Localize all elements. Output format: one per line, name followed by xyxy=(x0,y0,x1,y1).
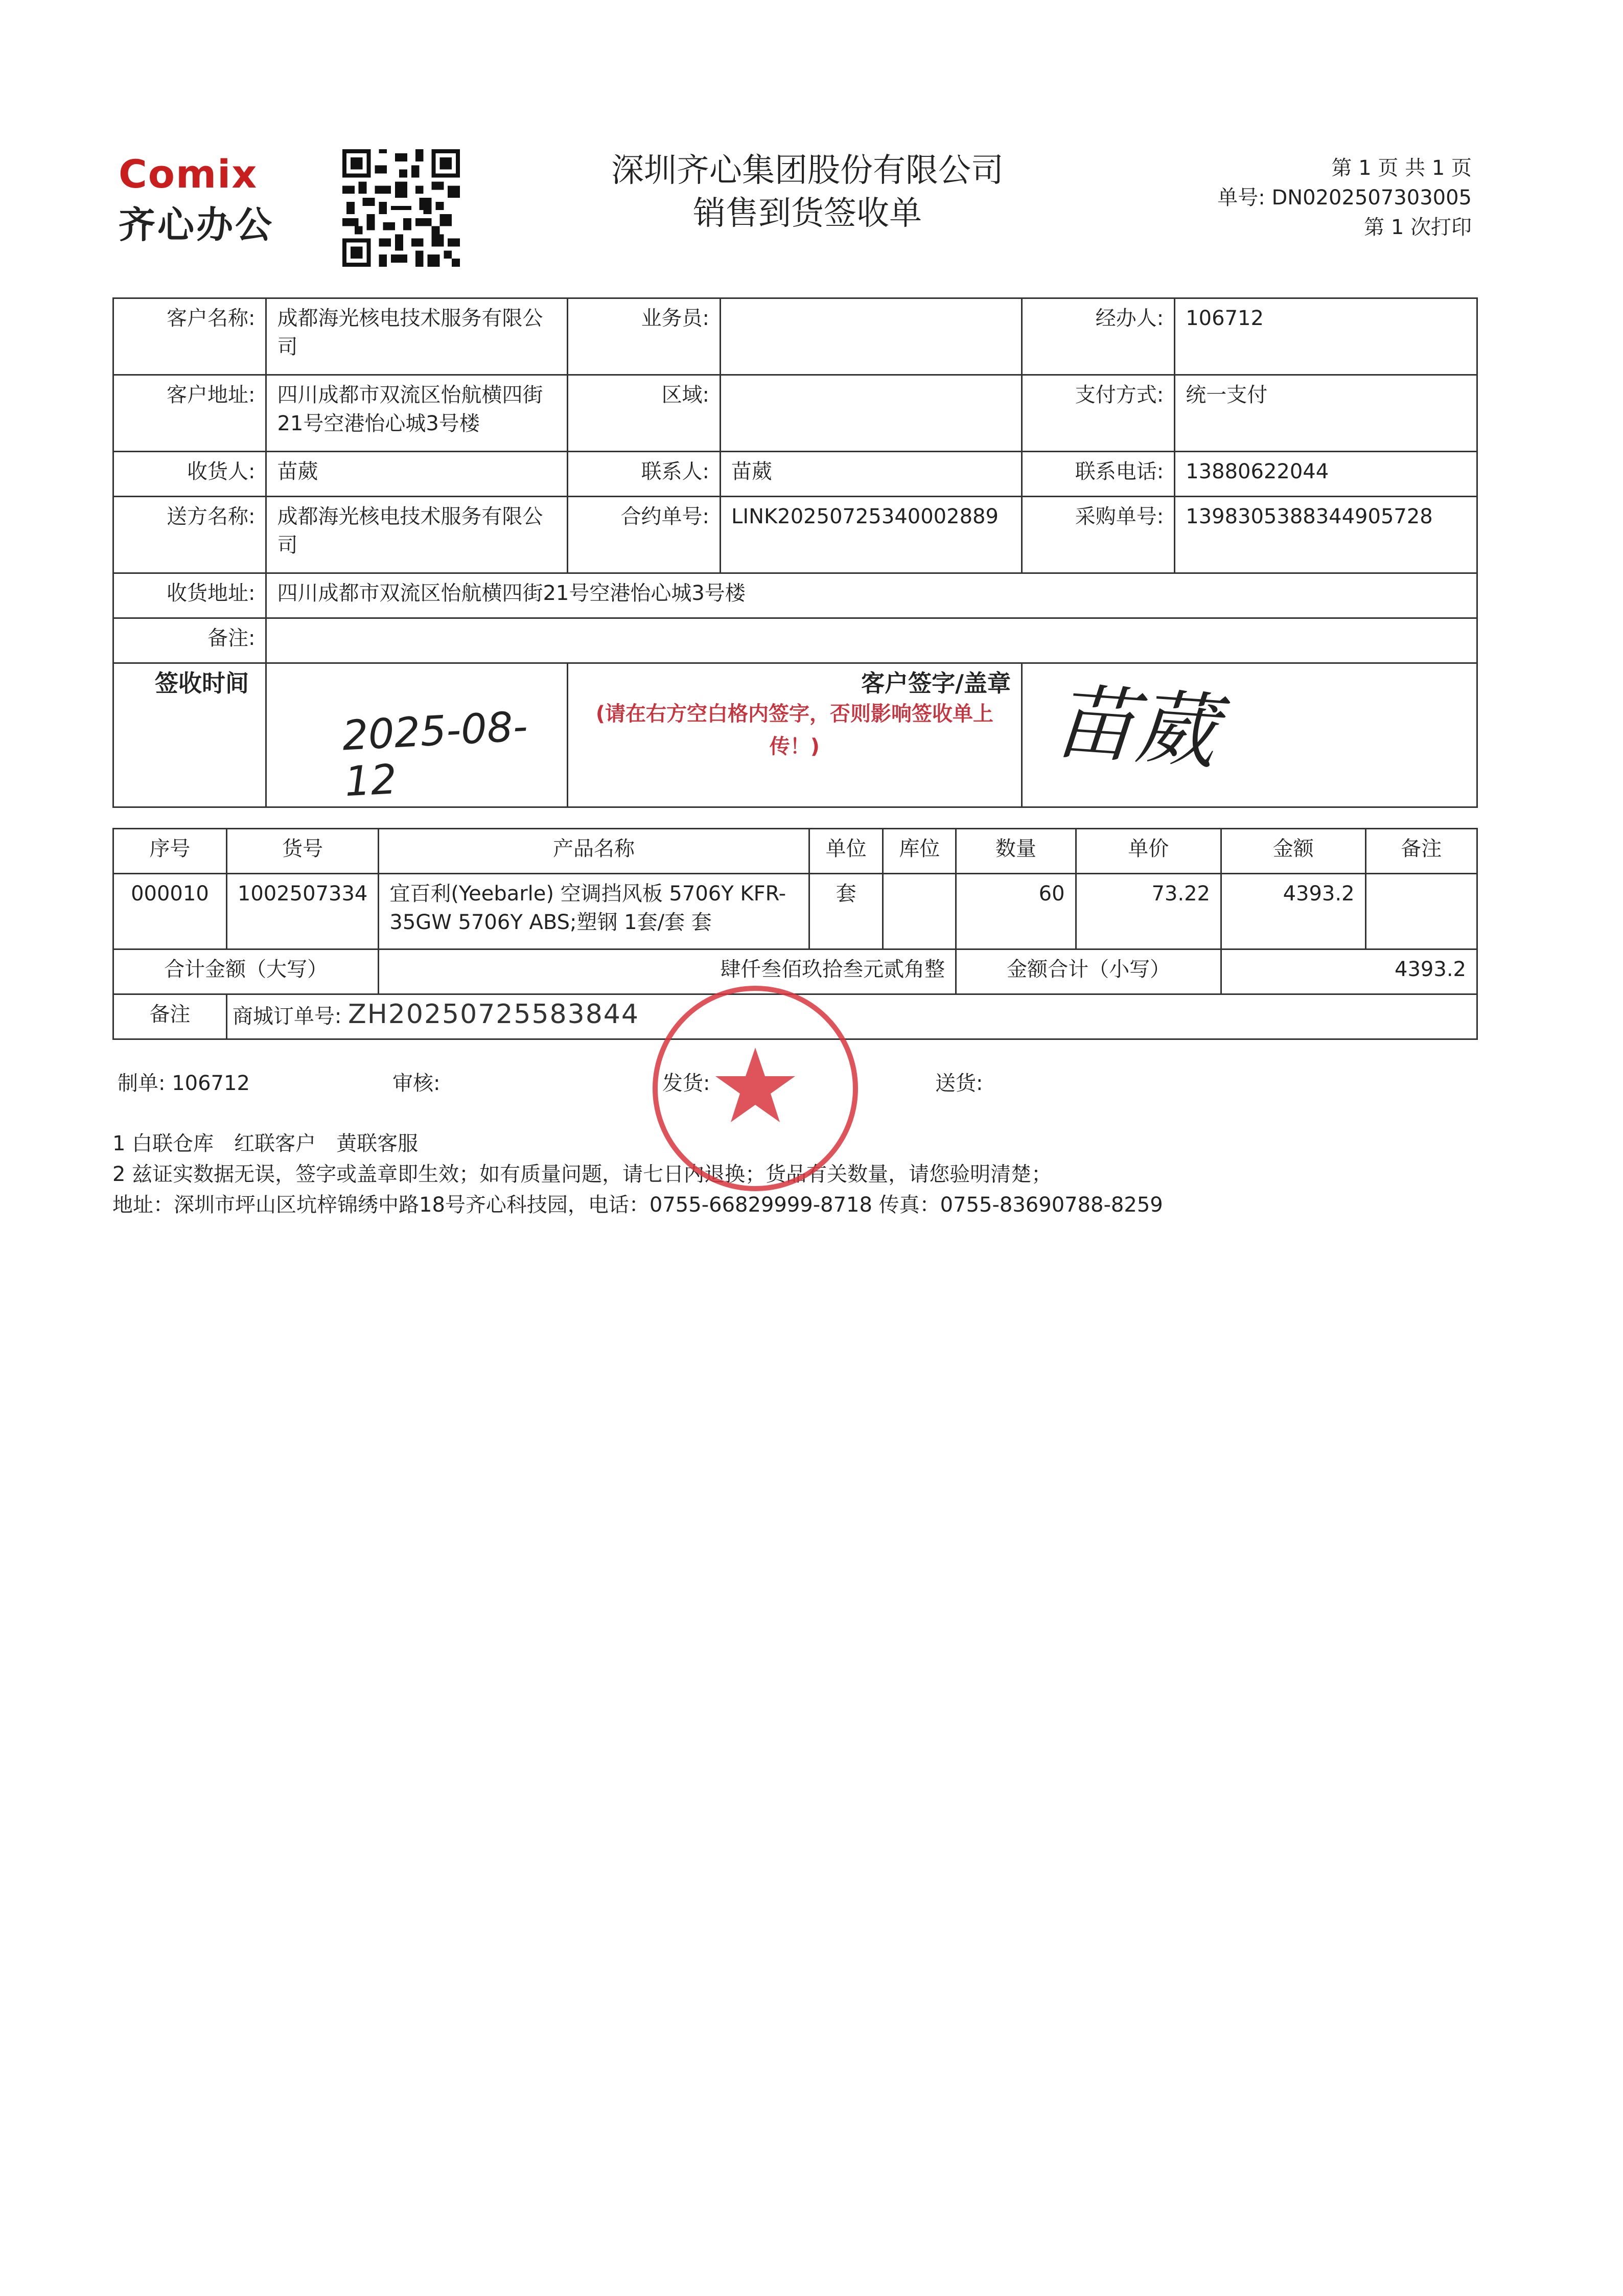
item-note xyxy=(1365,874,1477,949)
info-row xyxy=(113,452,1477,497)
doc-title: 销售到货签收单 xyxy=(693,195,922,233)
customer-sign-note: (请在右方空白格内签字，否则影响签收单上传！) xyxy=(595,702,993,758)
contract-label: 合约单号: xyxy=(567,497,720,573)
footer-address: 地址：深圳市坪山区坑梓锦绣中路18号齐心科技园，电话：0755-66829999-8718 传真：0755-83690788-8259 xyxy=(112,1193,1163,1217)
delivery-address: 四川成都市双流区怡航横四街21号空港怡心城3号楼 xyxy=(266,573,1477,618)
page-info: 第 1 页 共 1 页 xyxy=(1331,156,1472,180)
item-price: 73.22 xyxy=(1076,874,1221,949)
payment-label: 支付方式: xyxy=(1022,375,1174,452)
maker-label: 制单: xyxy=(118,1072,166,1095)
ship-label: 发货: xyxy=(662,1072,710,1095)
items-remark-label: 备注 xyxy=(113,994,227,1039)
customer-sign-label-cell xyxy=(567,663,1022,807)
info-table xyxy=(112,297,1478,808)
info-row xyxy=(113,573,1477,618)
info-row xyxy=(113,618,1477,663)
maker-line xyxy=(118,1069,250,1098)
col-note: 备注 xyxy=(1365,829,1477,874)
order-number-label: 单号: xyxy=(1217,186,1265,210)
salesperson xyxy=(721,298,1022,375)
col-product-name: 产品名称 xyxy=(379,829,809,874)
sign-time-handwritten: 2025-08-12 xyxy=(341,702,529,806)
sign-time-label: 签收时间 xyxy=(113,663,266,807)
contract-number: LINK20250725340002889 xyxy=(721,497,1022,573)
total-cn: 肆仟叁佰玖拾叁元贰角整 xyxy=(379,949,956,994)
receiver-label: 收货人: xyxy=(113,452,266,497)
customer-address-label: 客户地址: xyxy=(113,375,266,452)
document-title-block xyxy=(552,149,1063,235)
purchase-label: 采购单号: xyxy=(1022,497,1174,573)
col-location: 库位 xyxy=(883,829,956,874)
total-cn-label: 合计金额（大写） xyxy=(113,949,379,994)
items-header-row xyxy=(113,829,1477,874)
company-name: 深圳齐心集团股份有限公司 xyxy=(611,152,1004,190)
purchase-number: 1398305388344905728 xyxy=(1175,497,1477,573)
region xyxy=(721,375,1022,452)
footer-note-1: 1 白联仓库 红联客户 黄联客服 xyxy=(112,1132,419,1155)
item-amount: 4393.2 xyxy=(1221,874,1366,949)
col-seq: 序号 xyxy=(113,829,227,874)
contact-label: 联系人: xyxy=(567,452,720,497)
delivery-address-label: 收货地址: xyxy=(113,573,266,618)
qr-code-icon xyxy=(342,149,460,267)
remark-label: 备注: xyxy=(113,618,266,663)
footer-note-2: 2 兹证实数据无误，签字或盖章即生效；如有质量问题，请七日内退换；货品有关数量，请您验明清楚； xyxy=(112,1163,1052,1186)
phone-label: 联系电话: xyxy=(1022,452,1174,497)
mall-order-label: 商城订单号: xyxy=(232,1005,342,1028)
deliver-label: 送货: xyxy=(935,1072,983,1095)
payment-method: 统一支付 xyxy=(1175,375,1477,452)
region-label: 区域: xyxy=(567,375,720,452)
receiver: 苗葳 xyxy=(266,452,567,497)
info-row xyxy=(113,497,1477,573)
ship-to: 成都海光核电技术服务有限公司 xyxy=(266,497,567,573)
company-seal-stamp xyxy=(648,981,863,1196)
header-meta xyxy=(1217,153,1472,242)
logo-chinese: 齐心办公 xyxy=(119,203,274,246)
sign-time-cell xyxy=(266,663,567,807)
col-amount: 金额 xyxy=(1221,829,1366,874)
total-num-label: 金额合计（小写） xyxy=(956,949,1221,994)
item-qty: 60 xyxy=(956,874,1076,949)
item-name: 宜百利(Yeebarle) 空调挡风板 5706Y KFR-35GW 5706Y ABS;塑钢 1套/套 套 xyxy=(379,874,809,949)
mall-order-number: ZH20250725583844 xyxy=(348,999,639,1030)
item-seq: 000010 xyxy=(113,874,227,949)
signature-row xyxy=(113,663,1477,807)
table-row xyxy=(113,874,1477,949)
item-sku: 1002507334 xyxy=(226,874,379,949)
customer-address: 四川成都市双流区怡航横四街21号空港怡心城3号楼 xyxy=(266,375,567,452)
order-number-line xyxy=(1217,183,1472,213)
customer-name: 成都海光核电技术服务有限公司 xyxy=(266,298,567,375)
review-label: 审核: xyxy=(392,1072,440,1095)
handler-label: 经办人: xyxy=(1022,298,1174,375)
salesperson-label: 业务员: xyxy=(567,298,720,375)
company-logo xyxy=(119,151,308,246)
logo-english: Comix xyxy=(119,151,258,197)
info-row xyxy=(113,298,1477,375)
customer-name-label: 客户名称: xyxy=(113,298,266,375)
phone: 13880622044 xyxy=(1175,452,1477,497)
info-row xyxy=(113,375,1477,452)
item-unit: 套 xyxy=(809,874,883,949)
customer-signature-cell xyxy=(1022,663,1477,807)
remark xyxy=(266,618,1477,663)
item-location xyxy=(883,874,956,949)
order-number: DN0202507303005 xyxy=(1271,186,1472,210)
maker: 106712 xyxy=(172,1072,250,1095)
col-qty: 数量 xyxy=(956,829,1076,874)
contact: 苗葳 xyxy=(721,452,1022,497)
print-count: 第 1 次打印 xyxy=(1364,216,1472,239)
col-sku: 货号 xyxy=(226,829,379,874)
customer-signature: 苗葳 xyxy=(1050,673,1220,780)
ship-to-label: 送方名称: xyxy=(113,497,266,573)
col-price: 单价 xyxy=(1076,829,1221,874)
customer-sign-label: 客户签字/盖章 xyxy=(861,669,1011,697)
total-num: 4393.2 xyxy=(1221,949,1477,994)
handler: 106712 xyxy=(1175,298,1477,375)
col-unit: 单位 xyxy=(809,829,883,874)
